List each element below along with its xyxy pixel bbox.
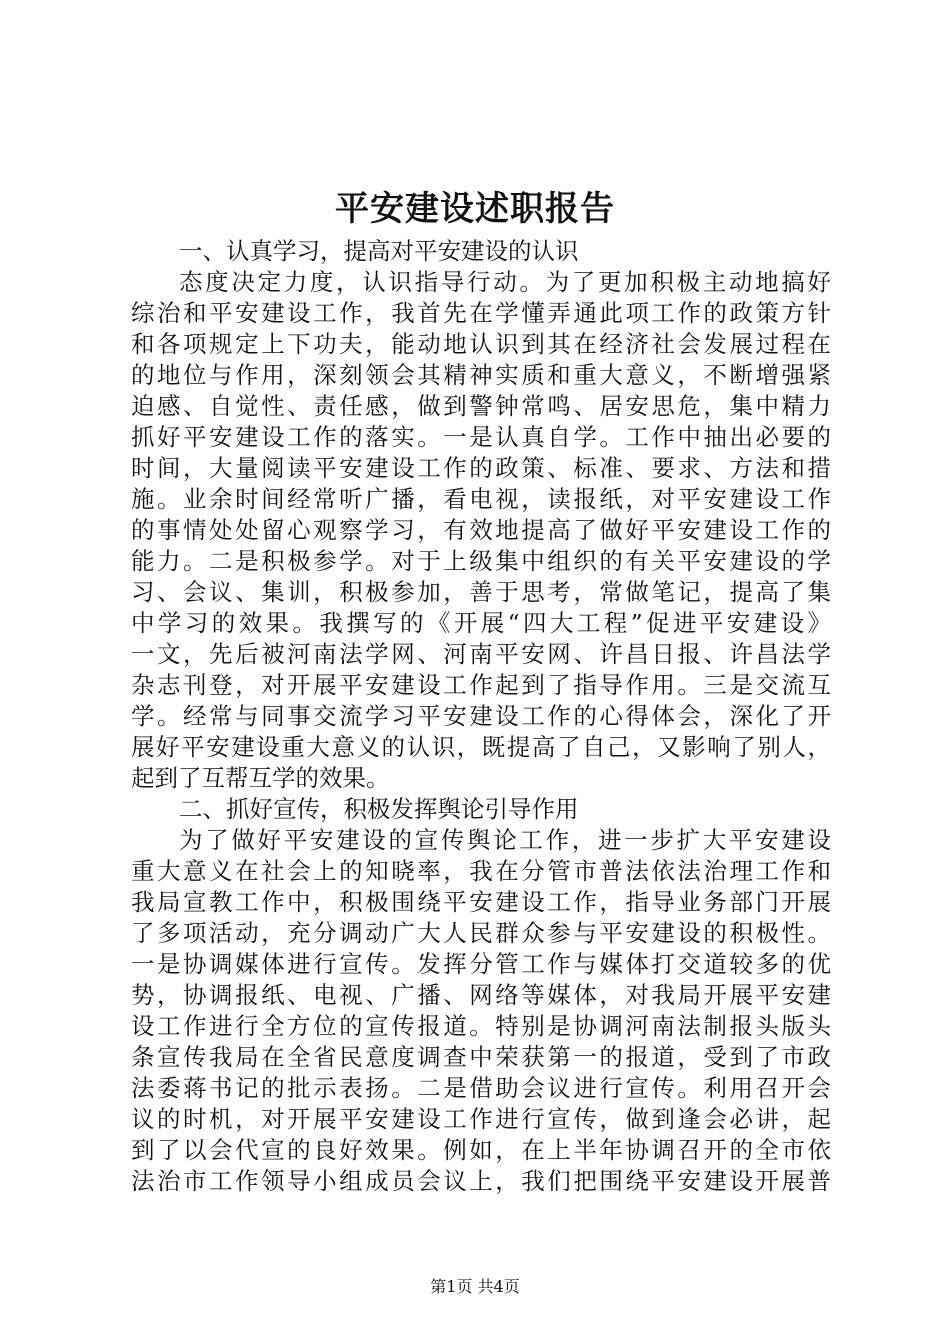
page-footer: 第1页 共4页 — [430, 1277, 520, 1296]
paragraph-line: 为了做好平安建设的宣传舆论工作，进一步扩大平安建设 — [179, 826, 831, 854]
section-heading-2: 二、抓好宣传，积极发挥舆论引导作用 — [179, 795, 579, 823]
paragraph-line: 学。经常与同事交流学习平安建设工作的心得体会，深化了开 — [131, 702, 831, 730]
paragraph-line: 中学习的效果。我撰写的《开展“四大工程”促进平安建设》 — [131, 609, 831, 637]
paragraph-line: 态度决定力度，认识指导行动。为了更加积极主动地搞好 — [179, 268, 831, 296]
paragraph-line: 势，协调报纸、电视、广播、网络等媒体，对我局开展平安建 — [131, 981, 831, 1009]
paragraph-line: 展好平安建设重大意义的认识，既提高了自己，又影响了别人， — [131, 733, 831, 761]
paragraph-line: 条宣传我局在全省民意度调查中荣获第一的报道，受到了市政 — [131, 1043, 831, 1071]
paragraph-line: 到了以会代宣的良好效果。例如，在上半年协调召开的全市依 — [131, 1136, 831, 1164]
paragraph-line: 时间，大量阅读平安建设工作的政策、标准、要求、方法和措 — [131, 454, 831, 482]
paragraph-line: 抓好平安建设工作的落实。一是认真自学。工作中抽出必要的 — [131, 423, 831, 451]
paragraph-line: 习、会议、集训，积极参加，善于思考，常做笔记，提高了集 — [131, 578, 831, 606]
paragraph-line: 重大意义在社会上的知晓率，我在分管市普法依法治理工作和 — [131, 857, 831, 885]
paragraph-line: 的地位与作用，深刻领会其精神实质和重大意义，不断增强紧 — [131, 361, 831, 389]
paragraph-line: 杂志刊登，对开展平安建设工作起到了指导作用。三是交流互 — [131, 671, 831, 699]
paragraph-line: 法治市工作领导小组成员会议上，我们把围绕平安建设开展普 — [131, 1167, 831, 1195]
paragraph-line: 和各项规定上下功夫，能动地认识到其在经济社会发展过程在 — [131, 330, 831, 358]
paragraph-line: 综治和平安建设工作，我首先在学懂弄通此项工作的政策方针 — [131, 299, 831, 327]
paragraph-line: 起到了互帮互学的效果。 — [131, 764, 390, 792]
paragraph-line: 议的时机，对开展平安建设工作进行宣传，做到逢会必讲，起 — [131, 1105, 831, 1133]
paragraph-line: 能力。二是积极参学。对于上级集中组织的有关平安建设的学 — [131, 547, 831, 575]
paragraph-line: 一是协调媒体进行宣传。发挥分管工作与媒体打交道较多的优 — [131, 950, 831, 978]
paragraph-line: 法委蒋书记的批示表扬。二是借助会议进行宣传。利用召开会 — [131, 1074, 831, 1102]
paragraph-line: 了多项活动，充分调动广大人民群众参与平安建设的积极性。 — [131, 919, 831, 947]
paragraph-line: 的事情处处留心观察学习，有效地提高了做好平安建设工作的 — [131, 516, 831, 544]
paragraph-line: 施。业余时间经常听广播，看电视，读报纸，对平安建设工作 — [131, 485, 831, 513]
paragraph-line: 迫感、自觉性、责任感，做到警钟常鸣、居安思危，集中精力 — [131, 392, 831, 420]
section-heading-1: 一、认真学习，提高对平安建设的认识 — [179, 237, 579, 265]
paragraph-line: 我局宣教工作中，积极围绕平安建设工作，指导业务部门开展 — [131, 888, 831, 916]
document-title: 平安建设述职报告 — [335, 189, 615, 229]
paragraph-line: 一文，先后被河南法学网、河南平安网、许昌日报、许昌法学 — [131, 640, 831, 668]
paragraph-line: 设工作进行全方位的宣传报道。特别是协调河南法制报头版头 — [131, 1012, 831, 1040]
